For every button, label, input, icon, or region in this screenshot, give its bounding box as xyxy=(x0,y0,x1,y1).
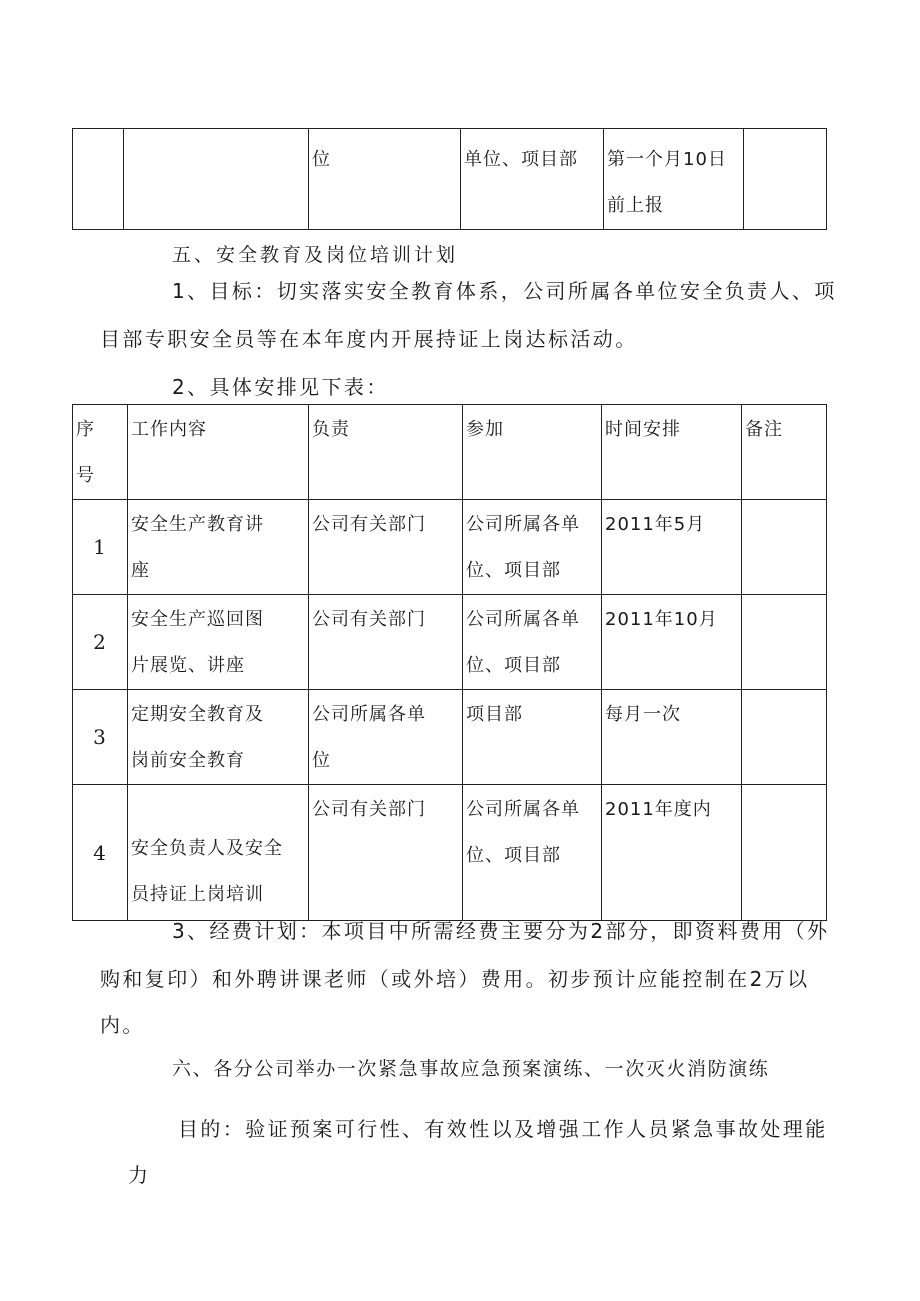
header-participants: 参加 xyxy=(463,405,602,500)
row-participants: 公司所属各单位、项目部 xyxy=(463,595,602,690)
row-participants: 公司所属各单位、项目部 xyxy=(463,785,602,921)
row-time: 2011年10月 xyxy=(602,595,742,690)
row-participants: 公司所属各单位、项目部 xyxy=(463,500,602,595)
top-table-cell-content xyxy=(124,129,309,230)
goal-line-2: 目部专职安全员等在本年度内开展持证上岗达标活动。 xyxy=(100,327,638,351)
row-note xyxy=(742,785,827,921)
row-time: 2011年度内 xyxy=(602,785,742,921)
row-time: 2011年5月 xyxy=(602,500,742,595)
purpose-line-1: 目的：验证预案可行性、有效性以及增强工作人员紧急事故处理能 xyxy=(178,1117,828,1141)
row-no: 4 xyxy=(73,785,128,921)
section-6-heading: 六、各分公司举办一次紧急事故应急预案演练、一次灭火消防演练 xyxy=(172,1058,770,1080)
header-content: 工作内容 xyxy=(128,405,309,500)
header-no: 序号 xyxy=(73,405,128,500)
table-row xyxy=(73,595,827,690)
top-table-cell-owner: 位 xyxy=(309,129,461,230)
arrangement-text: 2、具体安排见下表： xyxy=(172,375,389,399)
row-note xyxy=(742,595,827,690)
budget-line-2: 购和复印）和外聘讲课老师（或外培）费用。初步预计应能控制在2万以 xyxy=(100,967,810,991)
row-participants: 项目部 xyxy=(463,690,602,785)
top-table-cell-time: 第一个月10日前上报 xyxy=(604,129,744,230)
row-content: 安全生产教育讲座 xyxy=(128,500,309,595)
budget-line-3: 内。 xyxy=(100,1013,145,1037)
row-content: 安全负责人及安全员持证上岗培训 xyxy=(128,785,309,921)
goal-line-1: 1、目标：切实落实安全教育体系，公司所属各单位安全负责人、项 xyxy=(172,279,837,303)
row-owner: 公司有关部门 xyxy=(309,595,463,690)
row-no: 2 xyxy=(73,595,128,690)
row-owner: 公司有关部门 xyxy=(309,500,463,595)
header-note: 备注 xyxy=(742,405,827,500)
table-row xyxy=(73,500,827,595)
row-content: 安全生产巡回图片展览、讲座 xyxy=(128,595,309,690)
purpose-line-2: 力 xyxy=(128,1163,151,1187)
row-time: 每月一次 xyxy=(602,690,742,785)
plan-table-header-row xyxy=(73,405,827,500)
top-table xyxy=(72,128,827,230)
header-time: 时间安排 xyxy=(602,405,742,500)
row-owner: 公司所属各单位 xyxy=(309,690,463,785)
table-row xyxy=(73,690,827,785)
row-content: 定期安全教育及岗前安全教育 xyxy=(128,690,309,785)
plan-table xyxy=(72,404,827,921)
row-no: 3 xyxy=(73,690,128,785)
row-note xyxy=(742,690,827,785)
top-table-cell-no xyxy=(73,129,124,230)
header-owner: 负责 xyxy=(309,405,463,500)
section-5-heading: 五、安全教育及岗位培训计划 xyxy=(172,244,459,266)
row-no: 1 xyxy=(73,500,128,595)
table-row xyxy=(73,785,827,921)
budget-line-1: 3、经费计划：本项目中所需经费主要分为2部分，即资料费用（外 xyxy=(172,919,830,943)
top-table-cell-note xyxy=(744,129,827,230)
row-owner: 公司有关部门 xyxy=(309,785,463,921)
row-note xyxy=(742,500,827,595)
top-table-cell-participants: 单位、项目部 xyxy=(461,129,604,230)
